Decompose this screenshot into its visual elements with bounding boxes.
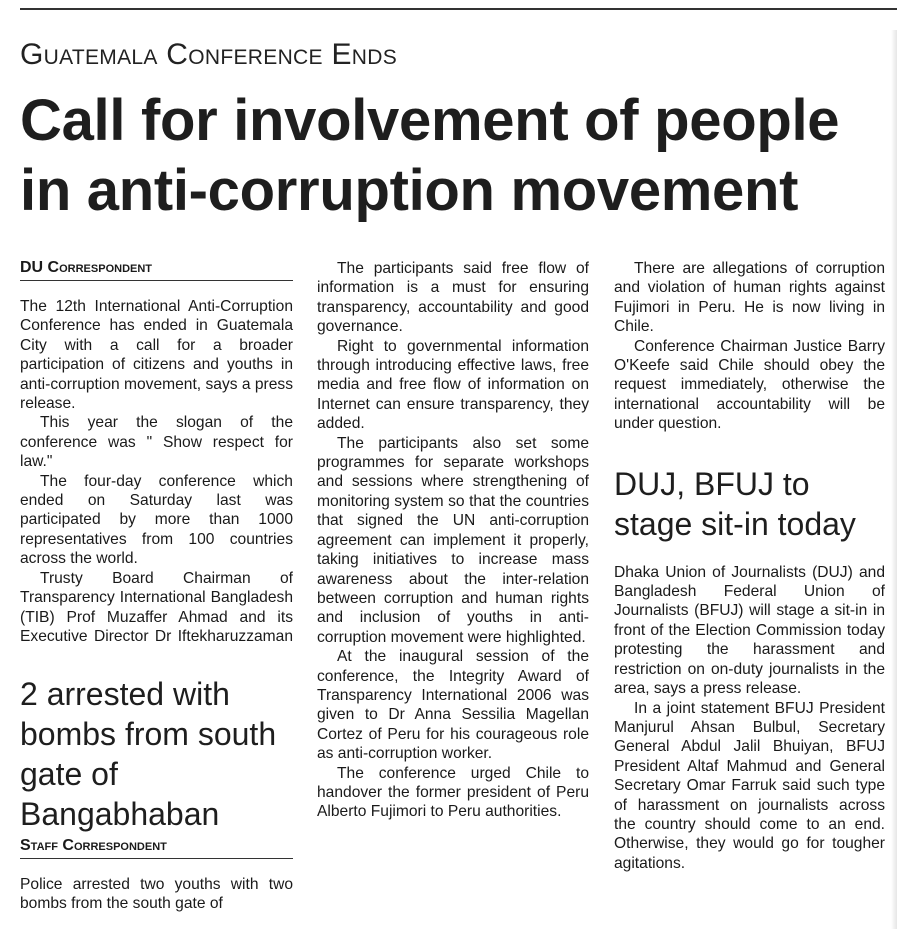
story1-paragraph: The 12th International Anti-Corruption Conference has ended in Guatemala City with a call for a broader participation of citizens and youths in anti-corruption movement, says a press release. — [20, 298, 294, 413]
story2-paragraph: Police arrested two youths with two bombs from the south gate of — [20, 875, 293, 913]
story1-paragraph: Right to governmental information through introducing effective laws, free media and free flow of information on Internet can ensure transparency, they added. — [317, 337, 589, 433]
story1-paragraph-continued: Trusty Board Chairman of Transparency International Bangladesh (TIB) Prof Muzaffer Ahmad and its Executive Director Dr Iftekharuzzaman — [20, 569, 293, 645]
story1-paragraph: At the inaugural session of the conference, the Integrity Award of Transparency International 2006 was given to Dr Anna Sessilia Magellan Cortez of Peru for his courageous role as anti-corruption worker. — [317, 648, 589, 763]
column-3 — [614, 259, 885, 873]
top-rule — [20, 8, 897, 10]
story1-paragraph: This year the slogan of the conference was " Show respect for law." — [20, 414, 293, 471]
kicker: Guatemala Conference Ends — [20, 38, 397, 71]
story1-paragraph: Conference Chairman Justice Barry O'Keefe said Chile should obey the request immediately, otherwise the international accountability will be under question. — [614, 337, 885, 433]
story2-headline: 2 arrested with bombs from south gate of Bangabhaban — [20, 675, 277, 832]
main-headline: Call for involvement of people in anti-corruption movement — [20, 88, 840, 223]
story3-headline: DUJ, BFUJ to stage sit-in today — [614, 465, 856, 542]
story1-paragraph: The participants also set some programmes for separate workshops and sessions where strengthening of monitoring system so that the countries that signed the UN anti-corruption agreement can implement it properly, taking initiatives to increase mass awareness about the inter-relation between corruption and human rights and inclusion of youths in anti-corruption movement were highlighted. — [317, 434, 589, 646]
column-2 — [317, 259, 589, 822]
story3-paragraph: Dhaka Union of Journalists (DUJ) and Bangladesh Federal Union of Journalists (BFUJ) will stage a sit-in in front of the Election Commission today protesting the harassment and restriction on on-duty journalists in the area, says a press release. — [614, 563, 885, 698]
story1-paragraph: The conference urged Chile to handover the former president of Peru Alberto Fujimori to Peru authorities. — [317, 764, 589, 821]
story1-paragraph: There are allegations of corruption and violation of human rights against Fujimori in Peru. He is now living in Chile. — [614, 260, 885, 336]
byline-du-correspondent: DU Correspondent — [20, 258, 293, 281]
story1-paragraph: The four-day conference which ended on Saturday last was participated by more than 1000 representatives from 100 countries across the world. — [20, 472, 293, 568]
column-1 — [20, 258, 293, 914]
story1-paragraph: The participants said free flow of information is a must for ensuring transparency, accountability and good governance. — [317, 260, 589, 336]
byline-staff-correspondent: Staff Correspondent — [20, 836, 293, 859]
story3-paragraph: In a joint statement BFUJ President Manjurul Ahsan Bulbul, Secretary General Abdul Jalil Bhuiyan, BFUJ President Altaf Mahmud and General Secretary Omar Farruk said such type of harassment on journalists across the country should come to an end. Otherwise, they would go for tougher agitations. — [614, 699, 885, 872]
